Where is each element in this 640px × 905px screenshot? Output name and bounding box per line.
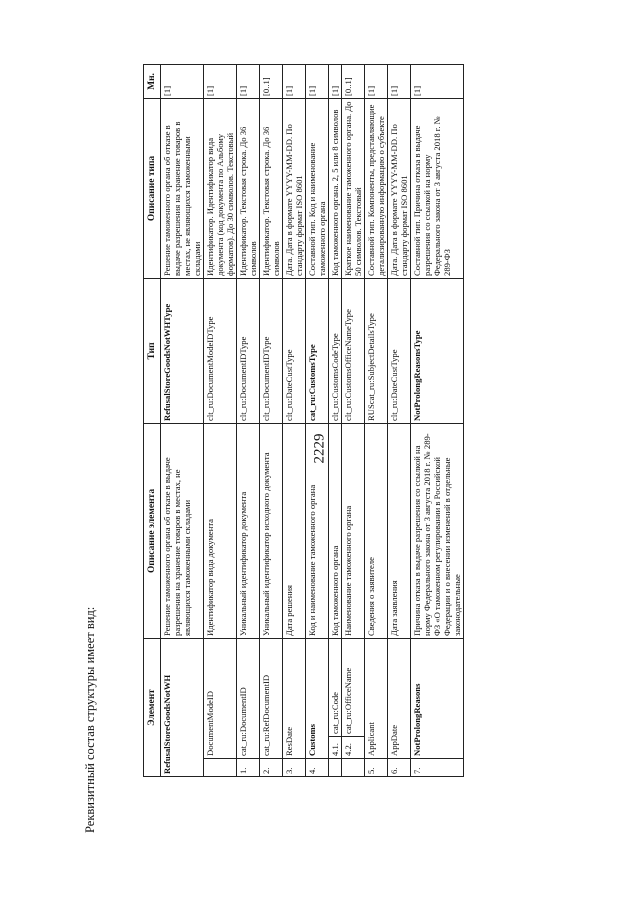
table-row <box>411 64 464 776</box>
row-subnumber: 4.2. <box>342 737 365 759</box>
header-element-desc: Описание элемента <box>144 423 161 638</box>
type-name: clt_ru:DateCustType <box>283 278 306 423</box>
intro-text: Реквизитный состав структуры имеет вид: <box>83 606 97 833</box>
type-name: clt_ru:CustomsCodeType <box>329 278 342 423</box>
element-name: cat_ru:DocumentID <box>237 638 260 758</box>
table-row <box>342 64 365 776</box>
element-name: RefusalStoreGoodsNotWH <box>161 638 204 776</box>
page-number: 2229 <box>311 433 328 464</box>
type-description: Составной тип. Код и наименование таможенного органа <box>306 98 329 278</box>
element-name: cat_ru:Code <box>329 638 342 736</box>
table-row <box>283 64 306 776</box>
type-name: clt_ru:DocumentIDType <box>237 278 260 423</box>
type-name: clt_ru:DateCustType <box>388 278 411 423</box>
element-description: Уникальный идентификатор исходного документа <box>260 423 283 638</box>
type-description: Решение таможенного органа об отказе в выдаче разрешения на хранение товаров в местах, не являющихся таможенными складами <box>161 98 204 278</box>
type-description: Составной тип. Причина отказа в выдаче разрешения со ссылкой на норму Федерального закона от 3 августа 2018 г. № 289-ФЗ <box>411 98 464 278</box>
table-row <box>161 64 204 776</box>
element-description: Решение таможенного органа об отказе в выдаче разрешения на хранение товаров в местах, не являющихся таможенными складами <box>161 423 204 638</box>
rotated-document <box>83 63 553 833</box>
element-description: Причина отказа в выдаче разрешения со ссылкой на норму Федерального закона от 3 августа 2018 г. № 289-ФЗ «О таможенном регулировании в Российской Федерации и о внесении изменений в отдельные законодательные <box>411 423 464 638</box>
header-mult: Мн. <box>144 64 161 98</box>
row-number: 7. <box>411 759 464 777</box>
element-name: Customs <box>306 638 329 758</box>
type-name: clt_ru:CustomsOfficeNameType <box>342 278 365 423</box>
table-row <box>388 64 411 776</box>
element-name: Applicant <box>365 638 388 758</box>
indent-cell <box>342 759 365 777</box>
type-name: cat_ru:CustomsType <box>306 278 329 423</box>
element-description: Дата решения <box>283 423 306 638</box>
table-header-row <box>144 64 161 776</box>
multiplicity: [0..1] <box>342 64 365 98</box>
type-description: Дата. Дата в формате YYYY-MM-DD. По стандарту формат ISO 8601 <box>283 98 306 278</box>
element-name: cat_ru:RefDocumentID <box>260 638 283 758</box>
row-number: 1. <box>237 759 260 777</box>
element-description: Сведения о заявителе <box>365 423 388 638</box>
row-number: 5. <box>365 759 388 777</box>
table-row <box>260 64 283 776</box>
type-description: Дата. Дата в формате YYYY-MM-DD. По стандарту формат ISO 8601 <box>388 98 411 278</box>
table-row <box>204 64 237 776</box>
type-description: Код таможенного органа. 2, 5 или 8 символов <box>329 98 342 278</box>
multiplicity: [1] <box>365 64 388 98</box>
table-row <box>329 64 342 776</box>
type-description: Составной тип. Компоненты, представляющие детализированную информацию о субъекте <box>365 98 388 278</box>
indent-cell <box>329 759 342 777</box>
row-number: 6. <box>388 759 411 777</box>
element-description: Идентификатор вида документа <box>204 423 237 638</box>
row-number: 4. <box>306 759 329 777</box>
type-name: clt_ru:DocumentModeIDType <box>204 278 237 423</box>
structure-table <box>143 64 464 777</box>
element-description: Дата заявления <box>388 423 411 638</box>
type-description: Идентификатор. Текстовая строка. До 36 символов <box>260 98 283 278</box>
type-name: RUScat_ru:SubjectDetailsType <box>365 278 388 423</box>
element-description: Код и наименование таможенного органа <box>306 423 329 638</box>
multiplicity: [1] <box>237 64 260 98</box>
table-row <box>365 64 388 776</box>
multiplicity: [1] <box>161 64 204 98</box>
multiplicity: [1] <box>283 64 306 98</box>
element-name: DocumentModeID <box>204 638 237 758</box>
table-row <box>237 64 260 776</box>
element-name: NotProlongReasons <box>411 638 464 758</box>
multiplicity: [1] <box>306 64 329 98</box>
type-name: clt_ru:DocumentIDType <box>260 278 283 423</box>
row-number: 3. <box>283 759 306 777</box>
element-name: AppDate <box>388 638 411 758</box>
multiplicity: [1] <box>411 64 464 98</box>
type-description: Идентификатор. Идентификатор вида документа (код документа по Альбому форматов). До 30 символов. Текстовый <box>204 98 237 278</box>
multiplicity: [0..1] <box>260 64 283 98</box>
type-name: RefusalStoreGoodsNotWHType <box>161 278 204 423</box>
row-subnumber: 4.1. <box>329 737 342 759</box>
row-number: 2. <box>260 759 283 777</box>
table-row <box>306 64 329 776</box>
element-description: Уникальный идентификатор документа <box>237 423 260 638</box>
type-name: NotProlongReasonsType <box>411 278 464 423</box>
element-name: cat_ru:OfficeName <box>342 638 365 736</box>
multiplicity: [1] <box>329 64 342 98</box>
header-type-desc: Описание типа <box>144 98 161 278</box>
multiplicity: [1] <box>204 64 237 98</box>
element-name: ResDate <box>283 638 306 758</box>
multiplicity: [1] <box>388 64 411 98</box>
header-element: Элемент <box>144 638 161 776</box>
type-description: Краткое наименование таможенного органа. До 50 символов. Текстовый <box>342 98 365 278</box>
element-description: Наименование таможенного органа <box>342 423 365 638</box>
indent-cell <box>204 759 237 777</box>
type-description: Идентификатор. Текстовая строка. До 36 символов <box>237 98 260 278</box>
header-type: Тип <box>144 278 161 423</box>
element-description: Код таможенного органа <box>329 423 342 638</box>
